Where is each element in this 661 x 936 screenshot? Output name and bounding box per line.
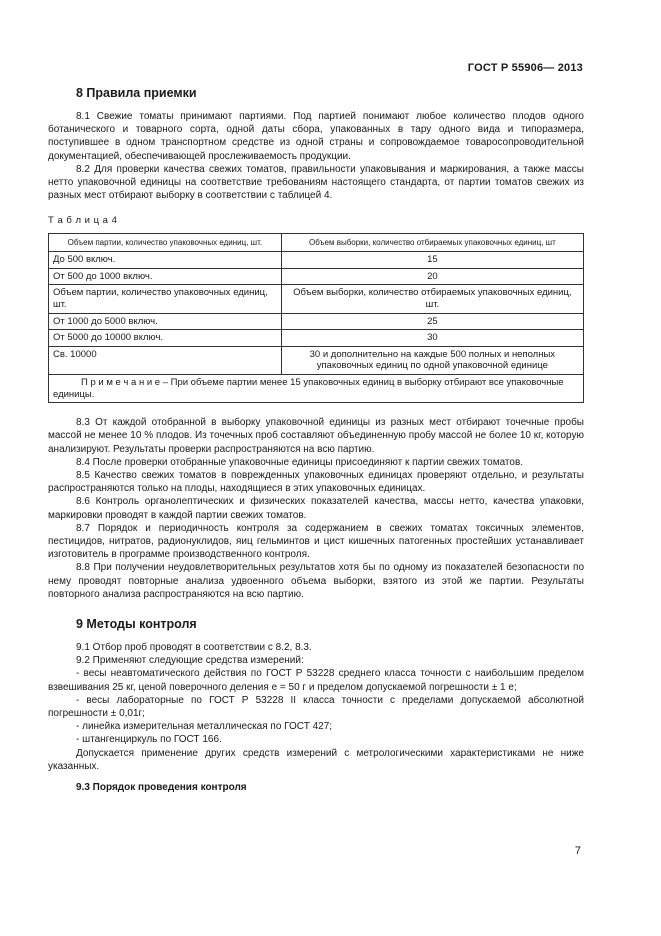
lot-size-cell: До 500 включ. bbox=[49, 252, 282, 269]
clause-8-3: 8.3 От каждой отобранной в выборку упаковочной единицы из разных мест отбирают точечные пробы массой не менее 10 % плодов. Из точечных проб составляют объединенную пробу массой не более 10 кг, которую анализируют. Результаты проверки распространяются на всю партию. bbox=[48, 417, 584, 455]
standard-code-header: ГОСТ Р 55906— 2013 bbox=[467, 62, 583, 74]
clause-8-4: 8.4 После проверки отобранные упаковочные единицы присоединяют к партии свежих томатов. bbox=[76, 456, 524, 468]
header-sample-size: Объем выборки, количество отбираемых упаковочных единиц, шт bbox=[281, 233, 583, 252]
section-8-heading: 8 Правила приемки bbox=[76, 86, 197, 100]
sample-size-cell: 20 bbox=[281, 268, 583, 285]
clause-9-2: 9.2 Применяют следующие средства измерений: bbox=[76, 655, 304, 667]
table-4 bbox=[48, 233, 584, 404]
list-item: - весы неавтоматического действия по ГОСТ Р 53228 среднего класса точности с наибольшим пределом взвешивания 25 кг, ценой поверочного деления e = 50 г и пределом допускаемой погрешности ± 1 е; bbox=[48, 668, 584, 693]
table-row bbox=[49, 252, 584, 269]
lot-size-cell: Св. 10000 bbox=[49, 346, 282, 374]
sample-size-cell: 15 bbox=[281, 252, 583, 269]
clause-9-1: 9.1 Отбор проб проводят в соответствии с 8.2, 8.3. bbox=[76, 642, 312, 653]
subsection-9-3-heading: 9.3 Порядок проведения контроля bbox=[76, 782, 247, 794]
sample-size-cell: 30 и дополнительно на каждые 500 полных и неполных упаковочных единиц по одной упаковочной единице bbox=[281, 346, 583, 374]
table-row bbox=[49, 346, 584, 374]
table-header-row bbox=[49, 233, 584, 252]
lot-size-cell: От 500 до 1000 включ. bbox=[49, 268, 282, 285]
list-item: - линейка измерительная металлическая по ГОСТ 427; bbox=[76, 721, 333, 733]
sample-size-cell: Объем выборки, количество отбираемых упаковочных единиц, шт. bbox=[281, 285, 583, 313]
clause-8-5: 8.5 Качество свежих томатов в поврежденных упаковочных единицах проверяют отдельно, и результаты распространяются только на плоды, находящиеся в этих упаковочных единицах. bbox=[48, 469, 584, 495]
section-9-heading: 9 Методы контроля bbox=[76, 617, 197, 631]
table-note-row bbox=[49, 374, 584, 402]
table-row bbox=[49, 330, 584, 347]
lot-size-cell: От 1000 до 5000 включ. bbox=[49, 313, 282, 330]
clause-8-7: 8.7 Порядок и периодичность контроля за содержанием в свежих томатах токсичных элементов, пестицидов, нитратов, радионуклидов, яиц гельминтов и цист кишечных патогенных простейших устанавливает изготовитель в программе производственного контроля. bbox=[48, 522, 584, 561]
sample-size-cell: 25 bbox=[281, 313, 583, 330]
list-item: - штангенциркуль по ГОСТ 166. bbox=[76, 734, 222, 746]
lot-size-cell: Объем партии, количество упаковочных единиц, шт. bbox=[49, 285, 282, 313]
clause-9-2-note: Допускается применение других средств измерений с метрологическими характеристиками не ниже указанных. bbox=[48, 747, 584, 772]
header-lot-size: Объем партии, количество упаковочных единиц, шт. bbox=[49, 233, 282, 252]
clause-8-2: 8.2 Для проверки качества свежих томатов, правильности упаковывания и маркирования, а также массы нетто упаковочной единицы на соответствие требованиям настоящего стандарта, от партии томатов свежих из разных мест отбирают выборку в соответствии с таблицей 4. bbox=[48, 163, 584, 202]
clause-8-6: 8.6 Контроль органолептических и физических показателей качества, массы нетто, качества упаковки, маркировки проводят в каждой партии свежих томатов. bbox=[48, 496, 584, 521]
table-row bbox=[49, 268, 584, 285]
clause-8-1: 8.1 Свежие томаты принимают партиями. Под партией понимают любое количество плодов одного ботанического и товарного сорта, одной даты сбора, упакованных в тару одного вида и типоразмера, поступившее в одном транспортном средстве из одной страны и сопровождаемое товаросопроводительной документацией, обеспечивающей прослеживаемость продукции. bbox=[48, 111, 584, 162]
page-number: 7 bbox=[574, 845, 581, 857]
table-row bbox=[49, 313, 584, 330]
table-4-caption: Т а б л и ц а 4 bbox=[48, 215, 118, 227]
lot-size-cell: От 5000 до 10000 включ. bbox=[49, 330, 282, 347]
page-content bbox=[48, 85, 584, 794]
clause-8-8: 8.8 При получении неудовлетворительных результатов хотя бы по одному из показателей безопасности по нему проводят повторные анализа удвоенного объема выборки, взятого из этой же партии. Результаты повторного анализа распространяются на всю партию. bbox=[48, 562, 584, 600]
list-item: - весы лабораторные по ГОСТ Р 53228 II класса точности с пределами допускаемой абсолютной погрешности ± 0,01г; bbox=[48, 694, 584, 720]
table-row bbox=[49, 285, 584, 313]
sample-size-cell: 30 bbox=[281, 330, 583, 347]
table-note: П р и м е ч а н и е – При объеме партии менее 15 упаковочных единиц в выборку отбирают все упаковочные единицы. bbox=[49, 374, 584, 402]
